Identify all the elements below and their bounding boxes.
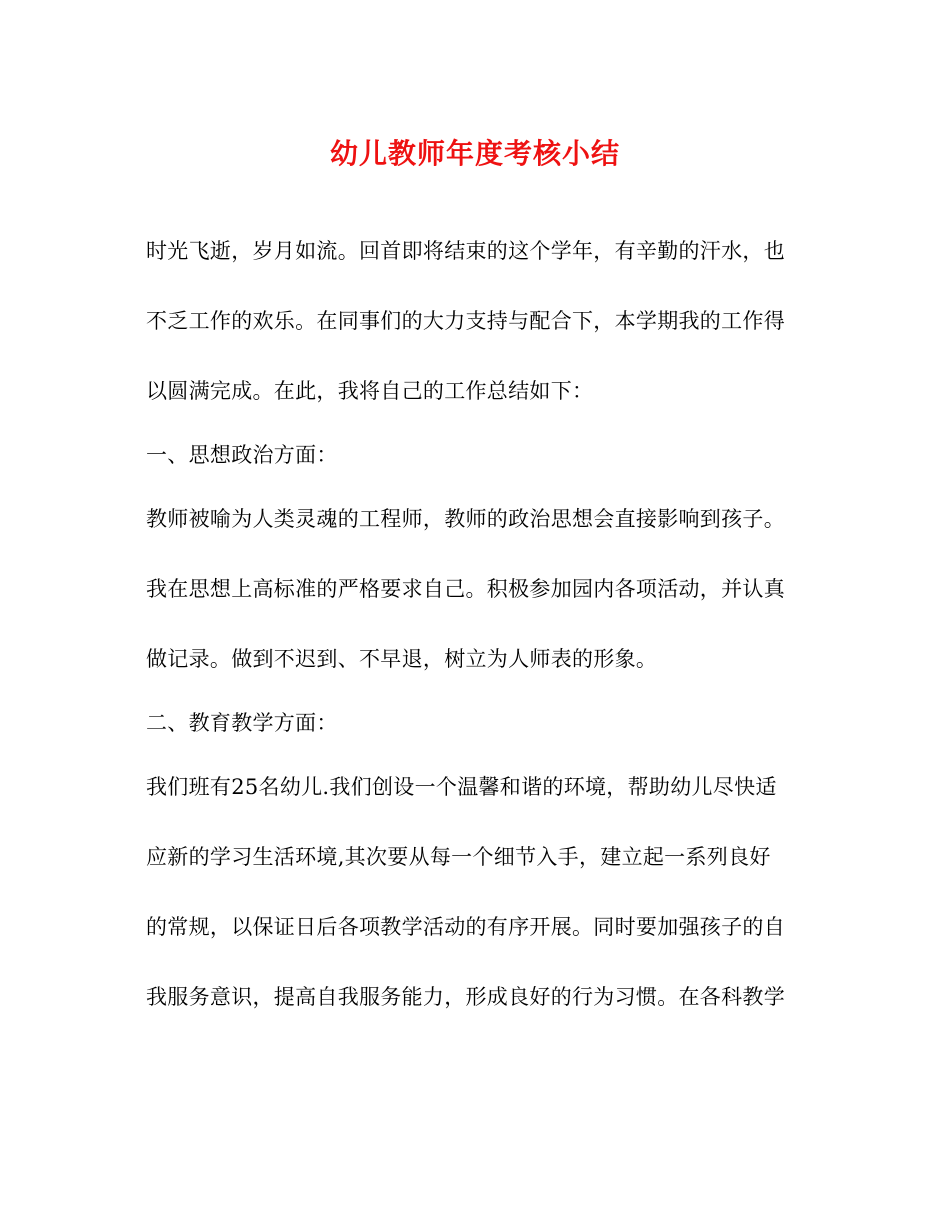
paragraph-line: 我服务意识，提高自我服务能力，形成良好的行为习惯。在各科教学 <box>146 985 785 1009</box>
document-title: 幼儿教师年度考核小结 <box>329 137 620 170</box>
paragraph-line: 我在思想上高标准的严格要求自己。积极参加园内各项活动，并认真 <box>146 577 785 601</box>
paragraph-line: 应新的学习生活环境,其次要从每一个细节入手，建立起一系列良好 <box>146 845 771 869</box>
paragraph-line: 的常规，以保证日后各项教学活动的有序开展。同时要加强孩子的自 <box>146 915 785 939</box>
paragraph-line: 教师被喻为人类灵魂的工程师，教师的政治思想会直接影响到孩子。 <box>146 507 785 531</box>
section-heading: 一、思想政治方面： <box>146 443 338 467</box>
paragraph-line: 我们班有25名幼儿.我们创设一个温馨和谐的环境，帮助幼儿尽快适 <box>146 775 777 799</box>
paragraph-line: 时光飞逝，岁月如流。回首即将结束的这个学年，有辛勤的汗水，也 <box>146 239 785 263</box>
section-heading: 二、教育教学方面： <box>146 711 338 735</box>
paragraph-line: 以圆满完成。在此，我将自己的工作总结如下： <box>146 379 594 403</box>
paragraph-line: 不乏工作的欢乐。在同事们的大力支持与配合下，本学期我的工作得 <box>146 309 785 333</box>
paragraph-line: 做记录。做到不迟到、不早退，树立为人师表的形象。 <box>146 647 658 671</box>
